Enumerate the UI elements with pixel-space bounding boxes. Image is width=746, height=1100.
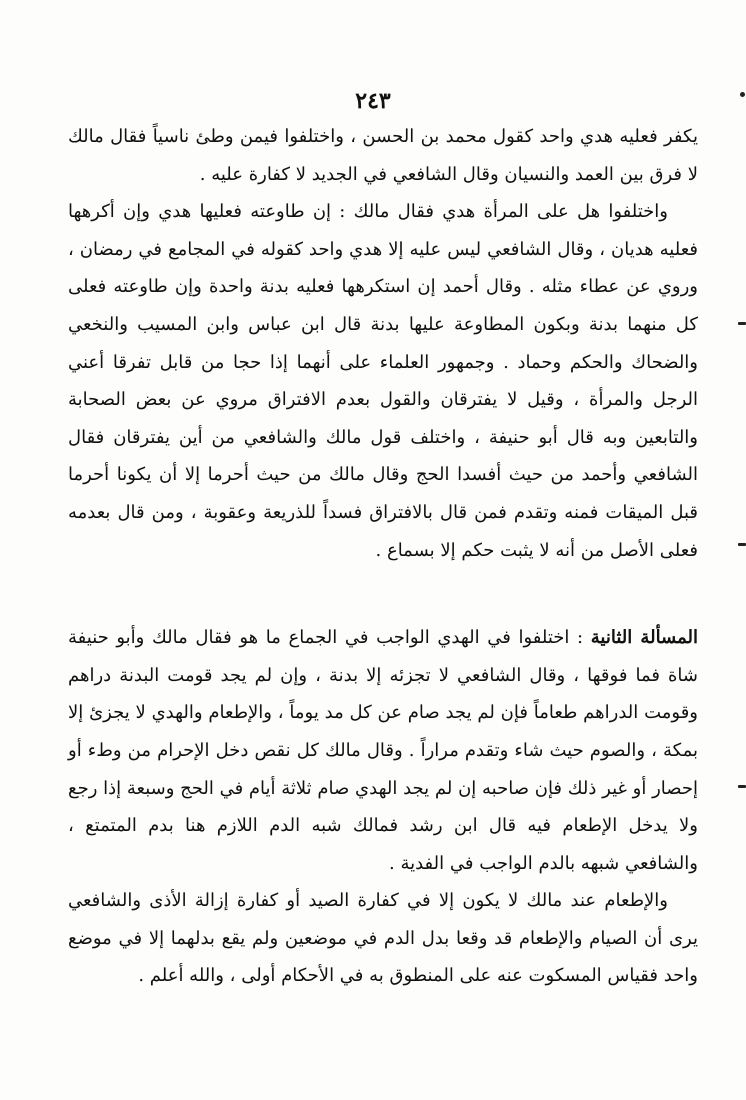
- margin-mark: [738, 785, 746, 788]
- paragraph-1: يكفر فعليه هدي واحد كقول محمد بن الحسن ، واختلفوا فيمن وطئ ناسياً فقال مالك لا فرق بين العمد والنسيان وقال الشافعي في الجديد لا كفارة عليه .: [68, 126, 698, 185]
- paragraph-3-text: : اختلفوا في الهدي الواجب في الجماع ما هو فقال مالك وأبو حنيفة شاة فما فوقها ، وقال الشافعي لا تجزئه إلا بدنة ، وإن لم يجد قومت البدنة دراهم وقومت الدراهم طعاماً فإن لم يجد صام عن كل مد يوماً ، والإطعام والهدي لا يجزئ إلا بمكة ، والصوم حيث شاء وتقدم مراراً . وقال مالك كل نقص دخل الإحرام من وطء أو إحصار أو غير ذلك فإن صاحبه إن لم يجد الهدي صام ثلاثة أيام في الحج وسبعة إذا رجع ولا يدخل الإطعام فيه قال ابن رشد فمالك شبه الدم اللازم هنا بدم المتمتع ، والشافعي شبهه بالدم الواجب في الفدية .: [68, 627, 698, 874]
- document-body: [68, 118, 698, 995]
- section-heading: المسألة الثانية: [590, 627, 699, 649]
- paragraph-4: والإطعام عند مالك لا يكون إلا في كفارة الصيد أو كفارة إزالة الأذى والشافعي يرى أن الصيام والإطعام قد وقعا بدل الدم في موضعين ولم يقع بدلهما إلا في موضع واحد فقياس المسكوت عنه على المنطوق به في الأحكام أولى ، والله أعلم .: [68, 890, 698, 987]
- margin-mark: [738, 543, 746, 546]
- paragraph-3: [68, 619, 698, 882]
- paragraph-2: واختلفوا هل على المرأة هدي فقال مالك : إن طاوعته فعليها هدي وإن أكرهها فعليه هديان ، وقال الشافعي ليس عليه إلا هدي واحد كقوله في المجامع في رمضان ، ورو‌ي عن عطاء مثله . وقال أحمد إن استكرهها فعليه بدنة واحدة وإن طاوعته فعلى كل منهما بدنة وبكون المطاوعة عليها بدنة قال ابن عباس وابن المسيب والنخعي والضحاك والحكم وحماد . وجمهور العلماء على أنهما إذا حجا من قابل تفرقا أعني الرجل والمرأة ، وقيل لا يفترقان والقول بعدم الافتراق مروي عن بعض الصحابة والتابعين وبه قال أبو حنيفة ، واختلف قول مالك والشافعي من أين يفترقان فقال الشافعي وأحمد من حيث أفسدا الحج وقال مالك من حيث أحرما إلا أن يكونا أحرما قبل الميقات فمنه وتقدم فمن قال بالافتراق فسداً للذريعة وعقوبة ، ومن قال بعدمه فعلى الأصل من أنه لا يثبت حكم إلا بسماع .: [68, 201, 698, 561]
- page-number: ٢٤٣: [355, 88, 391, 114]
- margin-mark: [740, 92, 745, 97]
- margin-mark: [738, 322, 746, 325]
